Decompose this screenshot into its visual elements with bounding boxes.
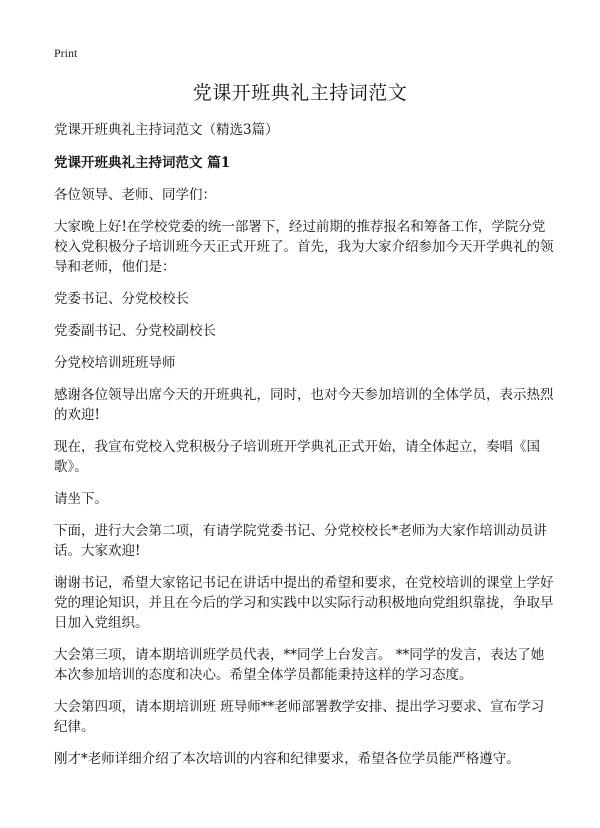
paragraph-leader-3: 分党校培训班班导师 [54,355,176,371]
paragraph-thank-secretary: 谢谢书记，希望大家铭记书记在讲话中提出的希望和要求，在党校培训的课堂上学好党的理论知识，并且在今后的学习和实践中以实际行动积极地向党组织靠拢，争取早日加入党组织。 [54,575,554,631]
paragraph-item-four: 大会第四项，请本期培训班 班导师**老师部署教学安排、提出学习要求、宣布学习纪律。 [54,699,545,735]
paragraph-anthem: 现在，我宣布党校入党积极分子培训班开学典礼正式开始，请全体起立，奏唱《国歌》。 [54,439,540,475]
document-subtitle: 党课开班典礼主持词范文（精选3篇） [54,122,279,138]
document-body [54,120,554,781]
paragraph-item-two: 下面，进行大会第二项，有请学院党委书记、分党校校长*老师为大家作培训动员讲话。大家欢迎! [54,523,547,559]
paragraph-leader-2: 党委副书记、分党校副校长 [54,323,216,339]
paragraph-greeting: 各位领导、老师、同学们： [54,187,216,203]
page-title: 党课开班典礼主持词范文 [192,82,408,104]
paragraph-thanks: 感谢各位领导出席今天的开班典礼，同时，也对今天参加培训的全体学员，表示热烈的欢迎! [54,387,554,423]
paragraph-item-three: 大会第三项，请本期培训班学员代表，**同学上台发言。 **同学的发言，表达了她本次参加培训的态度和决心。希望全体学员都能秉持这样的学习态度。 [54,647,545,683]
paragraph-opening: 大家晚上好!在学校党委的统一部署下，经过前期的推荐报名和筹备工作，学院分党校入党积极分子培训班今天正式开班了。首先，我为大家介绍参加今天开学典礼的领导和老师，他们是： [54,219,554,275]
paragraph-leader-1: 党委书记、分党校校长 [54,291,189,307]
print-link[interactable]: Print [54,46,78,60]
section-heading: 党课开班典礼主持词范文 篇1 [54,155,231,171]
paragraph-closing: 刚才*老师详细介绍了本次培训的内容和纪律要求，希望各位学员能严格遵守。 [54,751,520,767]
paragraph-sit-down: 请坐下。 [54,491,108,507]
